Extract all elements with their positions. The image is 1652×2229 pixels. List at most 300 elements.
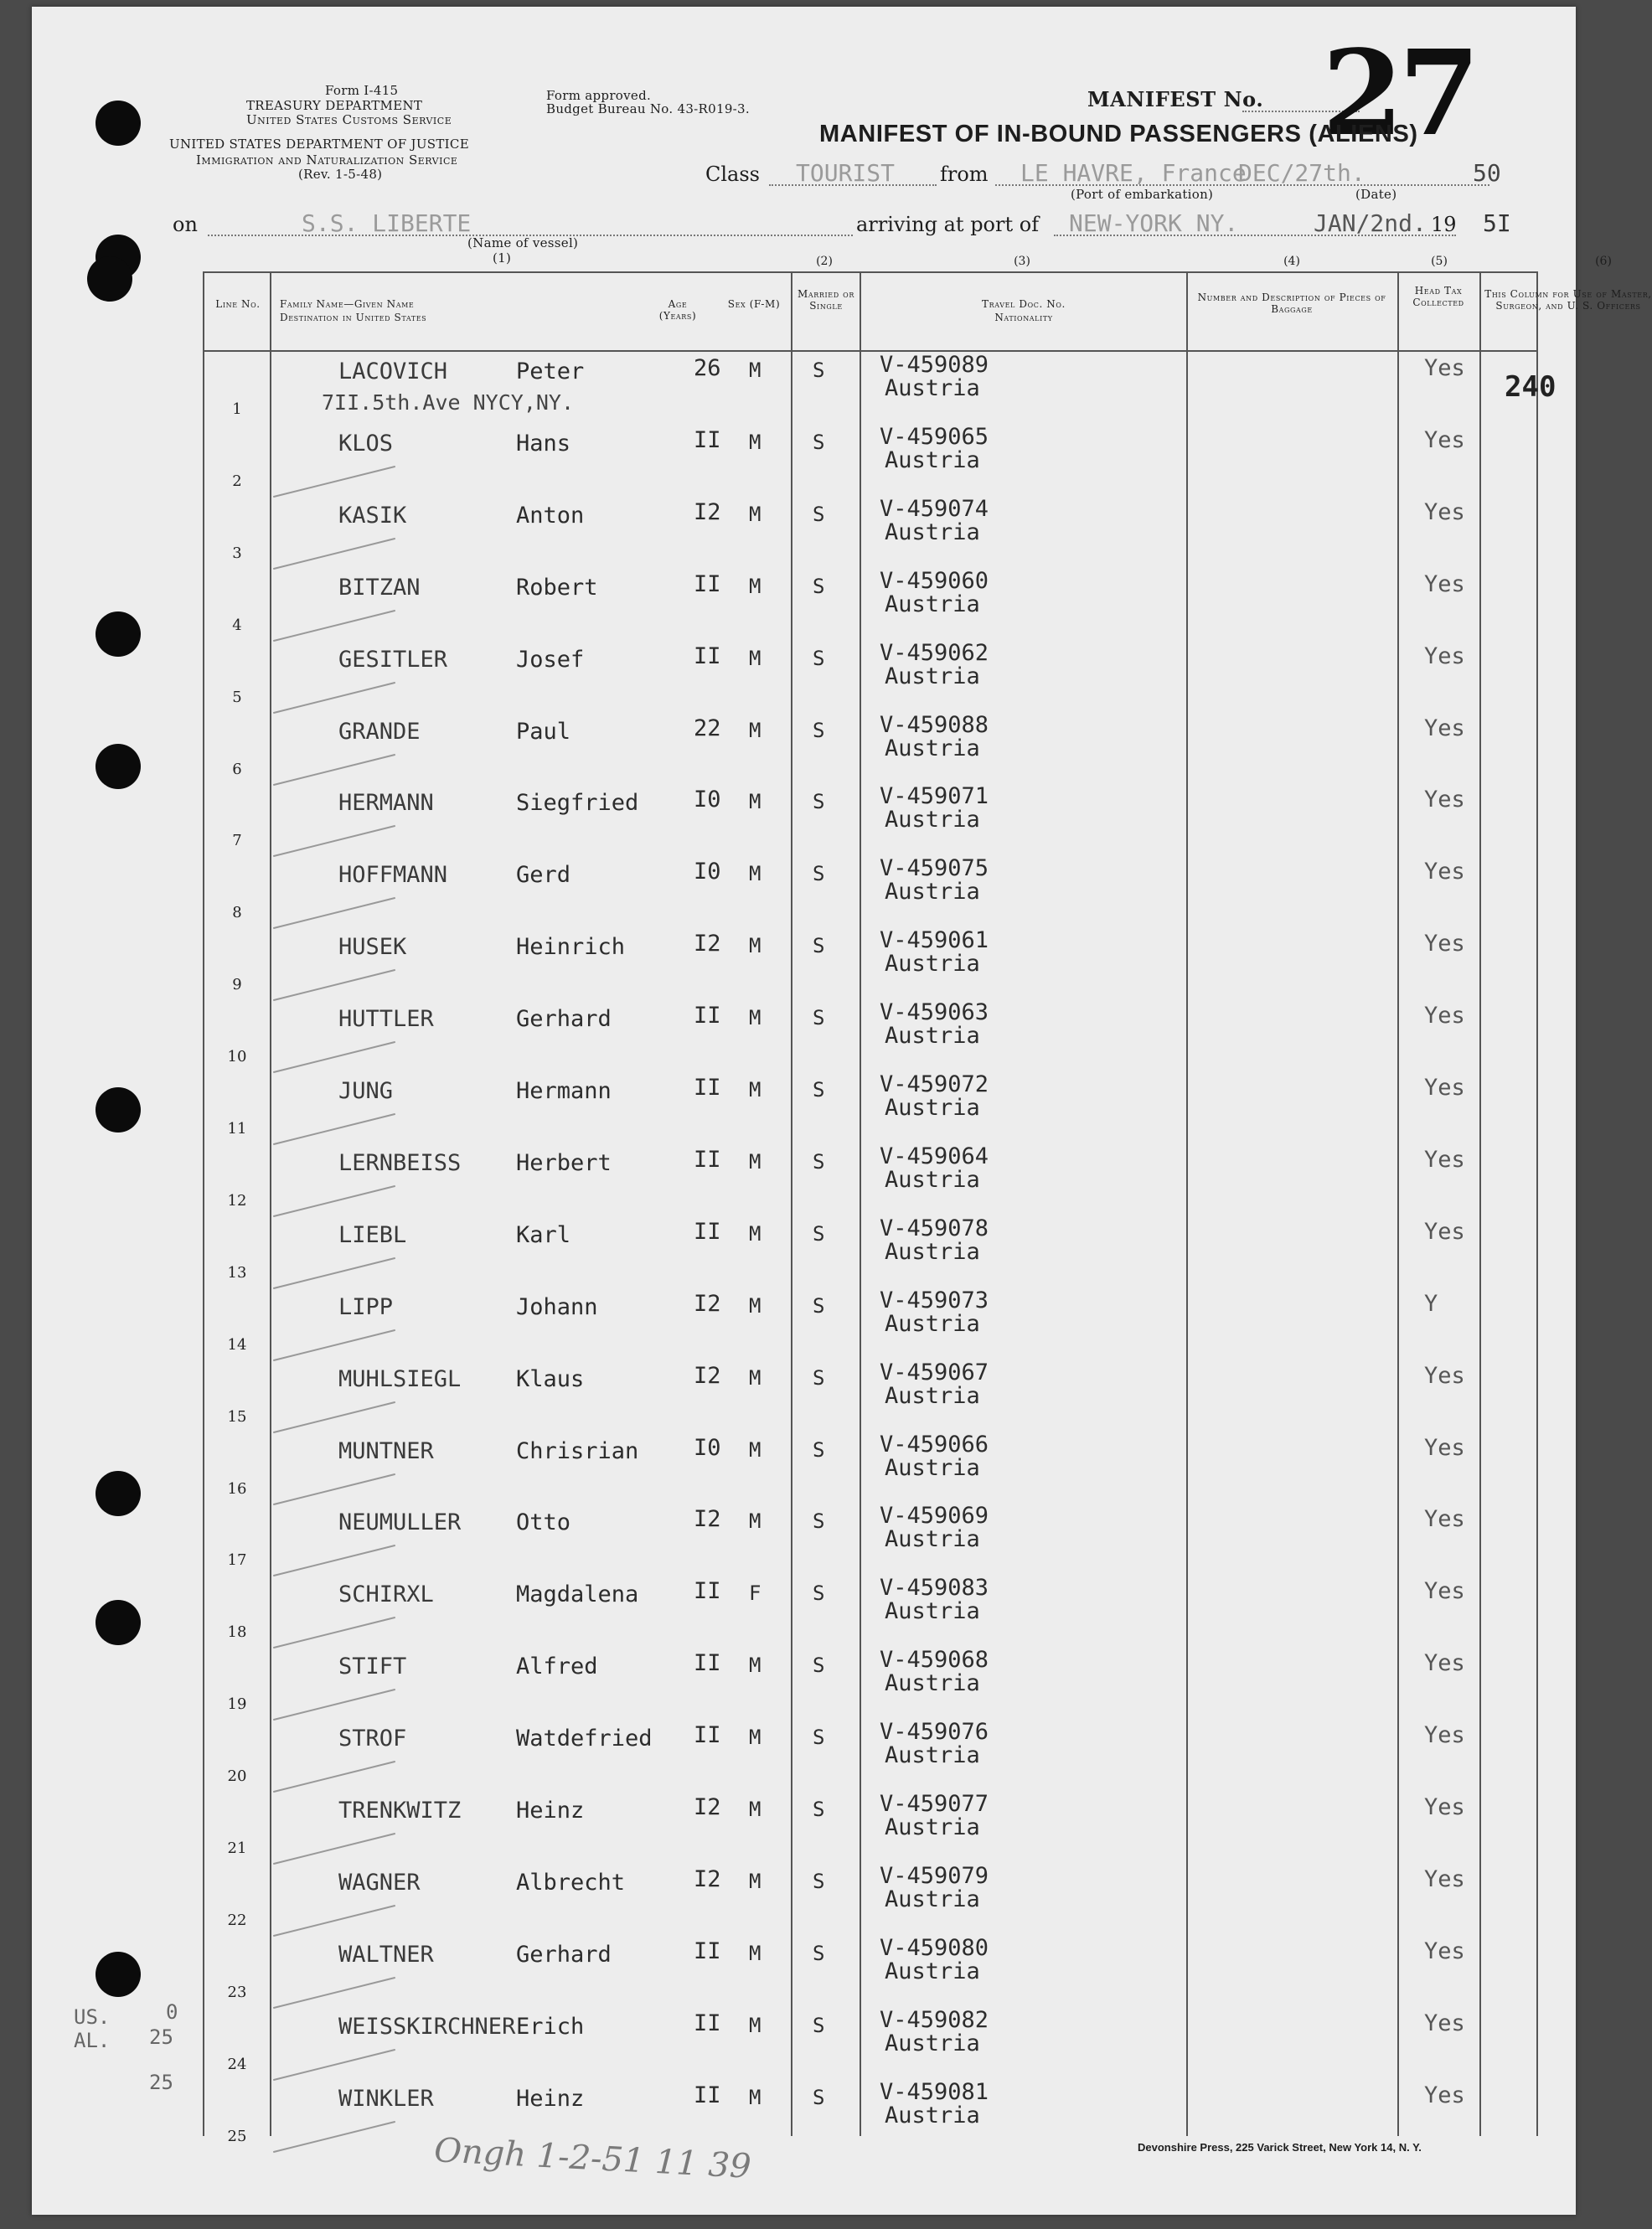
- marital-status: S: [813, 718, 825, 742]
- check-mark: [273, 969, 395, 1001]
- family-name: JUNG: [338, 1078, 394, 1104]
- family-name: WAGNER: [338, 1869, 421, 1896]
- family-name: LACOVICH: [338, 359, 448, 384]
- travel-doc: V-459065: [880, 423, 989, 450]
- marital-status: S: [813, 574, 825, 598]
- age: II: [694, 1937, 721, 1964]
- age: II: [694, 2082, 721, 2108]
- sex: M: [749, 1221, 761, 1246]
- sex: M: [749, 1941, 761, 1965]
- age: II: [694, 1722, 721, 1749]
- check-mark: [273, 753, 395, 785]
- nationality: Austria: [885, 1166, 980, 1193]
- travel-doc: V-459066: [880, 1431, 989, 1458]
- check-mark: [273, 1257, 395, 1289]
- binder-hole: [96, 611, 141, 657]
- line-number: 11: [227, 1120, 247, 1138]
- check-mark: [273, 1185, 395, 1217]
- col-officers: This Column for Use of Master, Surgeon, and U. S. Officers: [1484, 288, 1652, 312]
- family-name: LIEBL: [338, 1221, 407, 1248]
- sex: M: [749, 1654, 761, 1678]
- given-name: Alfred: [516, 1654, 598, 1680]
- check-mark: [273, 466, 395, 498]
- class-label: Class: [705, 163, 760, 186]
- manifest-page: [32, 7, 1652, 2215]
- margin-al-label: AL.: [74, 2029, 111, 2052]
- given-name: Watdefried: [516, 1726, 653, 1752]
- line-number: 25: [227, 2127, 247, 2145]
- manifest-number: 27: [1322, 25, 1475, 163]
- table-row: [204, 2005, 1536, 2077]
- table-row: [204, 1286, 1536, 1358]
- given-name: Hermann: [516, 1078, 612, 1104]
- table-row: [204, 1573, 1536, 1645]
- line-number: 1: [232, 400, 242, 418]
- head-tax: Y: [1424, 1290, 1438, 1317]
- date-value: DEC/27th.: [1238, 159, 1365, 187]
- family-name: SCHIRXL: [338, 1581, 434, 1608]
- age: I2: [694, 1506, 721, 1533]
- age: I2: [694, 931, 721, 957]
- sex: M: [749, 1149, 761, 1174]
- col-name: Family Name—Given Name: [280, 298, 415, 310]
- marital-status: S: [813, 1365, 825, 1390]
- family-name: NEUMULLER: [338, 1509, 462, 1536]
- sex: M: [749, 1509, 761, 1534]
- sex: M: [749, 1726, 761, 1750]
- marital-status: S: [813, 1437, 825, 1462]
- officer-note: 240: [1505, 370, 1556, 404]
- family-name: WALTNER: [338, 1941, 434, 1968]
- given-name: Gerd: [516, 862, 571, 889]
- given-name: Heinz: [516, 1798, 585, 1824]
- binder-hole: [96, 1087, 141, 1133]
- travel-doc: V-459079: [880, 1862, 989, 1889]
- head-tax: Yes: [1424, 931, 1465, 957]
- arriving-label: arriving at port of: [856, 213, 1040, 236]
- check-mark: [273, 1041, 395, 1073]
- printer-credit: Devonshire Press, 225 Varick Street, New York 14, N. Y.: [1138, 2141, 1422, 2154]
- check-mark: [273, 825, 395, 857]
- binder-hole: [87, 256, 132, 302]
- colnum-3: (3): [1014, 255, 1030, 268]
- vessel-col-number: (1): [493, 250, 512, 266]
- line-number: 13: [227, 1263, 247, 1282]
- table-row: [204, 1070, 1536, 1142]
- travel-doc: V-459067: [880, 1359, 989, 1385]
- travel-doc: V-459061: [880, 927, 989, 954]
- colnum-4: (4): [1283, 255, 1300, 268]
- table-row: [204, 1717, 1536, 1789]
- family-name: HUSEK: [338, 934, 407, 961]
- table-row: [204, 1501, 1536, 1573]
- col-age: Age (Years): [658, 298, 697, 322]
- marital-status: S: [813, 2013, 825, 2037]
- table-row: [204, 1430, 1536, 1502]
- colnum-5: (5): [1431, 255, 1448, 268]
- nationality: Austria: [885, 879, 980, 906]
- sex: M: [749, 934, 761, 958]
- age: II: [694, 570, 721, 597]
- age: I2: [694, 1794, 721, 1820]
- nationality: Austria: [885, 1526, 980, 1553]
- head-tax: Yes: [1424, 1937, 1465, 1964]
- line-number: 10: [227, 1048, 247, 1066]
- nationality: Austria: [885, 735, 980, 761]
- nationality: Austria: [885, 1095, 980, 1121]
- given-name: Herbert: [516, 1149, 612, 1176]
- head-tax: Yes: [1424, 570, 1465, 597]
- family-name: MUNTNER: [338, 1437, 434, 1464]
- marital-status: S: [813, 790, 825, 814]
- marital-status: S: [813, 1006, 825, 1030]
- family-name: LIPP: [338, 1293, 394, 1320]
- marital-status: S: [813, 646, 825, 670]
- family-name: TRENKWITZ: [338, 1798, 462, 1824]
- sex: M: [749, 502, 761, 526]
- head-tax: Yes: [1424, 2082, 1465, 2108]
- given-name: Josef: [516, 646, 585, 673]
- family-name: HERMANN: [338, 790, 434, 817]
- line-number: 17: [227, 1551, 247, 1570]
- check-mark: [273, 1689, 395, 1721]
- family-name: WEISSKIRCHNER: [338, 2013, 516, 2040]
- marital-status: S: [813, 1509, 825, 1534]
- sex: M: [749, 2085, 761, 2109]
- binder-hole: [96, 1471, 141, 1516]
- col-line-no: Line No.: [215, 298, 261, 310]
- nationality: Austria: [885, 1670, 980, 1697]
- nationality: Austria: [885, 1814, 980, 1840]
- table-row: [204, 1933, 1536, 2005]
- travel-doc: V-459068: [880, 1647, 989, 1674]
- nationality: Austria: [885, 1598, 980, 1625]
- check-mark: [273, 1473, 395, 1504]
- table-row: [204, 1358, 1536, 1430]
- head-tax: Yes: [1424, 1650, 1465, 1677]
- sex: M: [749, 359, 761, 382]
- nationality: Austria: [885, 2030, 980, 2056]
- nationality: Austria: [885, 519, 980, 545]
- col-baggage: Number and Description of Pieces of Baggage: [1197, 292, 1386, 315]
- colnum-6: (6): [1595, 255, 1612, 268]
- travel-doc: V-459081: [880, 2078, 989, 2105]
- age: II: [694, 1578, 721, 1605]
- marital-status: S: [813, 1941, 825, 1965]
- col-nationality: Nationality: [994, 312, 1053, 323]
- marital-status: S: [813, 430, 825, 454]
- table-row: [204, 350, 1536, 422]
- marital-status: S: [813, 2085, 825, 2109]
- age: 26: [694, 355, 721, 381]
- table-row: [204, 2077, 1536, 2149]
- head-tax: Yes: [1424, 426, 1465, 453]
- table-row: [204, 566, 1536, 638]
- given-name: Siegfried: [516, 790, 639, 817]
- pencil-annotation: Ongh 1-2-51 11 39: [433, 2131, 752, 2186]
- check-mark: [273, 1329, 395, 1361]
- check-mark: [273, 610, 395, 642]
- given-name: Heinz: [516, 2085, 585, 2112]
- travel-doc: V-459073: [880, 1287, 989, 1313]
- table-row: [204, 638, 1536, 710]
- nationality: Austria: [885, 1382, 980, 1409]
- line-number: 24: [227, 2055, 247, 2073]
- travel-doc: V-459071: [880, 783, 989, 810]
- travel-doc: V-459077: [880, 1791, 989, 1817]
- port-value: NEW-YORK NY.: [1069, 209, 1239, 237]
- budget-bureau: Budget Bureau No. 43-R019-3.: [546, 101, 750, 116]
- sex: M: [749, 790, 761, 814]
- binder-hole: [96, 1600, 141, 1645]
- given-name: Johann: [516, 1293, 598, 1320]
- age: I0: [694, 1434, 721, 1461]
- family-name: HUTTLER: [338, 1006, 434, 1033]
- travel-doc: V-459062: [880, 639, 989, 666]
- check-mark: [273, 1833, 395, 1865]
- family-name: BITZAN: [338, 574, 421, 601]
- nationality: Austria: [885, 1310, 980, 1337]
- nationality: Austria: [885, 375, 980, 401]
- nationality: Austria: [885, 446, 980, 473]
- embark-caption: (Port of embarkation): [1071, 187, 1214, 202]
- travel-doc: V-459078: [880, 1215, 989, 1241]
- head-tax: Yes: [1424, 1578, 1465, 1605]
- head-tax: Yes: [1424, 1362, 1465, 1389]
- col-head-tax: Head Tax Collected: [1412, 285, 1464, 308]
- check-mark: [273, 897, 395, 929]
- given-name: Gerhard: [516, 1941, 612, 1968]
- head-tax: Yes: [1424, 1794, 1465, 1820]
- head-tax: Yes: [1424, 1075, 1465, 1101]
- family-name: STIFT: [338, 1654, 407, 1680]
- line-number: 7: [232, 832, 242, 850]
- given-name: Klaus: [516, 1365, 585, 1392]
- nationality: Austria: [885, 591, 980, 617]
- age: II: [694, 1218, 721, 1245]
- arrival-date: JAN/2nd.: [1314, 209, 1427, 237]
- line-number: 19: [227, 1695, 247, 1714]
- travel-doc: V-459069: [880, 1503, 989, 1530]
- binder-hole: [96, 101, 141, 146]
- given-name: Anton: [516, 502, 585, 529]
- col-sex: Sex (F-M): [727, 298, 781, 310]
- age: II: [694, 2010, 721, 2036]
- table-row: [204, 782, 1536, 854]
- line-number: 6: [232, 760, 242, 778]
- head-tax: Yes: [1424, 1146, 1465, 1173]
- given-name: Peter: [516, 359, 585, 384]
- customs-label: United States Customs Service: [246, 112, 452, 127]
- from-value: LE HAVRE, France: [1020, 159, 1247, 187]
- table-row: [204, 1142, 1536, 1214]
- check-mark: [273, 2120, 395, 2152]
- treasury-label: TREASURY DEPARTMENT: [246, 98, 423, 113]
- age: II: [694, 1003, 721, 1029]
- marital-status: S: [813, 502, 825, 526]
- arrival-year: 5I: [1483, 209, 1511, 237]
- table-row: [204, 926, 1536, 998]
- form-approved: Form approved.: [546, 88, 652, 103]
- form-number: Form I-415: [325, 83, 399, 98]
- nationality: Austria: [885, 1023, 980, 1050]
- age: I2: [694, 1362, 721, 1389]
- head-tax: Yes: [1424, 1434, 1465, 1461]
- margin-us-value: 0: [166, 2000, 178, 2024]
- passenger-table: [203, 255, 1652, 2145]
- nationality: Austria: [885, 1454, 980, 1481]
- family-name: WINKLER: [338, 2085, 434, 2112]
- marital-status: S: [813, 1654, 825, 1678]
- age: I2: [694, 1290, 721, 1317]
- binder-hole: [96, 744, 141, 789]
- table-row: [204, 1645, 1536, 1717]
- given-name: Chrisrian: [516, 1437, 639, 1464]
- table-row: [204, 494, 1536, 566]
- sex: M: [749, 430, 761, 454]
- age: II: [694, 1650, 721, 1677]
- margin-total: 25: [149, 2071, 173, 2094]
- given-name: Paul: [516, 718, 571, 745]
- marital-status: S: [813, 359, 825, 382]
- sex: M: [749, 2013, 761, 2037]
- line-number: 9: [232, 976, 242, 994]
- head-tax: Yes: [1424, 355, 1465, 381]
- doj-label: UNITED STATES DEPARTMENT OF JUSTICE: [169, 137, 469, 152]
- travel-doc: V-459076: [880, 1719, 989, 1746]
- check-mark: [273, 1545, 395, 1576]
- line-number: 8: [232, 904, 242, 922]
- manifest-no-label: MANIFEST No.: [1087, 87, 1264, 111]
- head-tax: Yes: [1424, 1003, 1465, 1029]
- ins-label: Immigration and Naturalization Service: [196, 152, 458, 168]
- sex: M: [749, 718, 761, 742]
- revision-label: (Rev. 1-5-48): [298, 167, 383, 182]
- travel-doc: V-459088: [880, 711, 989, 738]
- line-number: 20: [227, 1767, 247, 1786]
- family-name: KLOS: [338, 430, 394, 457]
- given-name: Robert: [516, 574, 598, 601]
- table-row: [204, 998, 1536, 1070]
- head-tax: Yes: [1424, 2010, 1465, 2036]
- marital-status: S: [813, 1221, 825, 1246]
- marital-status: S: [813, 862, 825, 886]
- on-label: on: [173, 213, 198, 236]
- line-number: 21: [227, 1839, 247, 1857]
- marital-status: S: [813, 1726, 825, 1750]
- date-caption: (Date): [1355, 187, 1397, 202]
- travel-doc: V-459080: [880, 1934, 989, 1961]
- line-number: 3: [232, 544, 242, 562]
- table-row: [204, 1789, 1536, 1861]
- age: I0: [694, 787, 721, 813]
- margin-al-value: 25: [149, 2025, 173, 2049]
- family-name: LERNBEISS: [338, 1149, 462, 1176]
- family-name: GESITLER: [338, 646, 448, 673]
- marital-status: S: [813, 1581, 825, 1606]
- age: II: [694, 1075, 721, 1101]
- sex: M: [749, 1437, 761, 1462]
- check-mark: [273, 1761, 395, 1793]
- sex: M: [749, 1869, 761, 1893]
- travel-doc: V-459072: [880, 1071, 989, 1097]
- marital-status: S: [813, 1869, 825, 1893]
- family-name: STROF: [338, 1726, 407, 1752]
- table-row: [204, 1214, 1536, 1286]
- marital-status: S: [813, 1293, 825, 1318]
- age: II: [694, 1146, 721, 1173]
- line-number: 22: [227, 1911, 247, 1929]
- col-destination: Destination in United States: [280, 312, 427, 323]
- travel-doc: V-459083: [880, 1575, 989, 1602]
- nationality: Austria: [885, 951, 980, 978]
- sex: M: [749, 862, 761, 886]
- class-value: TOURIST: [796, 159, 896, 187]
- colnum-2: (2): [816, 255, 833, 268]
- age: II: [694, 642, 721, 669]
- head-tax: Yes: [1424, 1722, 1465, 1749]
- departure-year: 50: [1473, 159, 1501, 187]
- age: I2: [694, 1865, 721, 1892]
- marital-status: S: [813, 934, 825, 958]
- destination: 7II.5th.Ave NYCY,NY.: [322, 390, 575, 415]
- family-name: MUHLSIEGL: [338, 1365, 462, 1392]
- given-name: Otto: [516, 1509, 571, 1536]
- head-tax: Yes: [1424, 1218, 1465, 1245]
- line-number: 14: [227, 1335, 247, 1354]
- nationality: Austria: [885, 2102, 980, 2128]
- sex: M: [749, 646, 761, 670]
- age: I0: [694, 859, 721, 885]
- age: II: [694, 426, 721, 453]
- travel-doc: V-459074: [880, 495, 989, 522]
- line-number: 16: [227, 1479, 247, 1498]
- line-number: 18: [227, 1623, 247, 1642]
- margin-us-label: US.: [74, 2005, 111, 2029]
- nationality: Austria: [885, 1886, 980, 1912]
- travel-doc: V-459089: [880, 352, 989, 378]
- check-mark: [273, 1905, 395, 1937]
- given-name: Gerhard: [516, 1006, 612, 1033]
- travel-doc: V-459064: [880, 1143, 989, 1169]
- table-row: [204, 854, 1536, 926]
- head-tax: Yes: [1424, 1506, 1465, 1533]
- from-label: from: [940, 163, 989, 186]
- check-mark: [273, 2049, 395, 2081]
- table-row: [204, 422, 1536, 494]
- head-tax: Yes: [1424, 498, 1465, 525]
- travel-doc: V-459082: [880, 2006, 989, 2033]
- sex: M: [749, 1006, 761, 1030]
- line-number: 23: [227, 1983, 247, 2001]
- col-married: Married or Single: [798, 288, 854, 312]
- sex: M: [749, 1365, 761, 1390]
- sex: F: [749, 1581, 761, 1606]
- check-mark: [273, 1113, 395, 1145]
- year-prefix: 19: [1431, 213, 1457, 236]
- sex: M: [749, 574, 761, 598]
- line-number: 2: [232, 472, 242, 490]
- marital-status: S: [813, 1078, 825, 1102]
- line-number: 15: [227, 1407, 247, 1426]
- age: I2: [694, 498, 721, 525]
- head-tax: Yes: [1424, 1865, 1465, 1892]
- marital-status: S: [813, 1149, 825, 1174]
- family-name: HOFFMANN: [338, 862, 448, 889]
- head-tax: Yes: [1424, 859, 1465, 885]
- vessel-value: S.S. LIBERTE: [302, 209, 472, 237]
- nationality: Austria: [885, 1742, 980, 1769]
